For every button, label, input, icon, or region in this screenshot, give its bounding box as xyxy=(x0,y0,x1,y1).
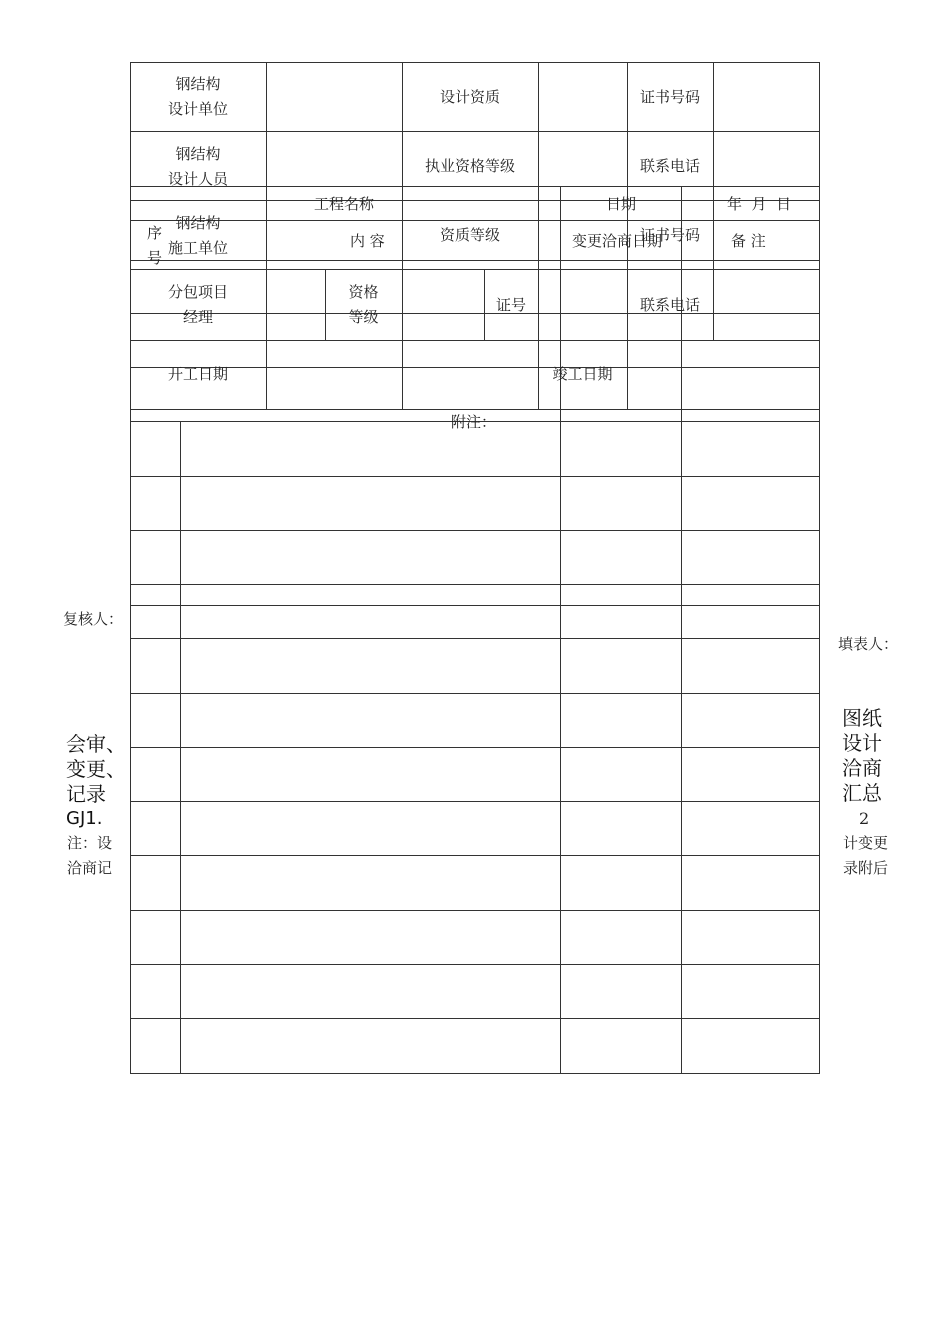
right-note xyxy=(843,831,888,881)
rule xyxy=(713,269,714,340)
title-line: 记录 xyxy=(66,782,106,806)
rule xyxy=(130,747,820,748)
left-vertical-title xyxy=(66,732,126,807)
remarks-header: 备 注 xyxy=(731,232,766,250)
rule xyxy=(266,62,267,269)
cert-short-label: 证号 xyxy=(495,296,526,314)
rule xyxy=(560,186,561,1073)
title-line: 图纸 xyxy=(842,706,882,730)
reviewer-label: 复核人： xyxy=(63,610,124,628)
project-name-label: 工程名称 xyxy=(314,195,375,213)
rule xyxy=(130,1018,820,1019)
rule xyxy=(538,62,539,269)
rule xyxy=(819,62,820,1074)
date-value: 年 月 日 xyxy=(727,195,792,213)
steel-design-unit-label xyxy=(130,72,266,122)
rule xyxy=(713,62,714,269)
label-line: 施工单位 xyxy=(167,239,228,257)
rule xyxy=(130,131,820,132)
rule xyxy=(402,269,403,340)
rule xyxy=(130,269,820,270)
rule xyxy=(130,1073,820,1074)
rule xyxy=(130,910,820,911)
cert-no-label: 证书号码 xyxy=(639,88,700,106)
rule xyxy=(130,62,820,63)
label-line: 号 xyxy=(147,249,163,267)
title-line: 设计 xyxy=(842,731,882,755)
rule xyxy=(266,340,267,409)
label-line: 钢结构 xyxy=(175,145,221,163)
qualification-level-label: 资质等级 xyxy=(439,226,500,244)
rule xyxy=(130,855,820,856)
rule xyxy=(130,200,820,201)
form-code: GJ1. xyxy=(66,808,103,829)
label-line: 等级 xyxy=(348,308,379,326)
steel-designer-label xyxy=(130,142,266,192)
cert-no-label-2: 证书号码 xyxy=(639,226,700,244)
rule xyxy=(130,476,820,477)
rule xyxy=(681,186,682,1073)
rule xyxy=(402,340,403,409)
title-line: 会审、 xyxy=(66,732,126,756)
contact-phone-label-2: 联系电话 xyxy=(639,296,700,314)
filler-label: 填表人： xyxy=(838,635,899,653)
note-label: 附注： xyxy=(451,413,497,431)
rule xyxy=(130,605,820,606)
label-line: 资格 xyxy=(348,283,379,301)
left-note xyxy=(67,831,112,881)
rule xyxy=(130,801,820,802)
right-vertical-title xyxy=(842,706,882,806)
rule xyxy=(130,584,820,585)
label-line: 设计人员 xyxy=(167,170,228,188)
contact-phone-label: 联系电话 xyxy=(639,157,700,175)
qualification-grade-label xyxy=(325,280,402,330)
label-line: 钢结构 xyxy=(175,214,221,232)
note-line: 计变更 xyxy=(843,834,889,852)
title-line: 洽商 xyxy=(842,756,882,780)
title-line: 汇总 xyxy=(842,781,882,805)
label-line: 钢结构 xyxy=(175,75,221,93)
change-date-header: 变更洽商日期 xyxy=(572,232,663,250)
label-line: 序 xyxy=(147,224,163,242)
rule xyxy=(130,964,820,965)
note-line: 洽商记 xyxy=(67,859,113,877)
right-code: 2 xyxy=(859,809,870,828)
rule xyxy=(130,638,820,639)
completion-date-label: 竣工日期 xyxy=(552,365,613,383)
label-line: 分包项目 xyxy=(167,283,228,301)
title-line: 变更、 xyxy=(66,757,126,781)
practice-qualification-label: 执业资格等级 xyxy=(424,157,515,175)
rule xyxy=(538,269,539,340)
design-qualification-label: 设计资质 xyxy=(439,88,500,106)
seq-header xyxy=(147,221,162,271)
content-header: 内 容 xyxy=(350,232,385,250)
date-label: 日期 xyxy=(606,195,637,213)
rule xyxy=(130,530,820,531)
label-line: 经理 xyxy=(182,308,213,326)
rule xyxy=(130,340,820,341)
label-line: 设计单位 xyxy=(167,100,228,118)
rule xyxy=(130,693,820,694)
note-line: 注：设 xyxy=(67,834,113,852)
subcontract-pm-label xyxy=(130,280,266,330)
start-date-label: 开工日期 xyxy=(167,365,228,383)
rule xyxy=(627,340,628,409)
rule xyxy=(180,421,181,1073)
rule xyxy=(266,269,267,340)
note-line: 录附后 xyxy=(843,859,889,877)
